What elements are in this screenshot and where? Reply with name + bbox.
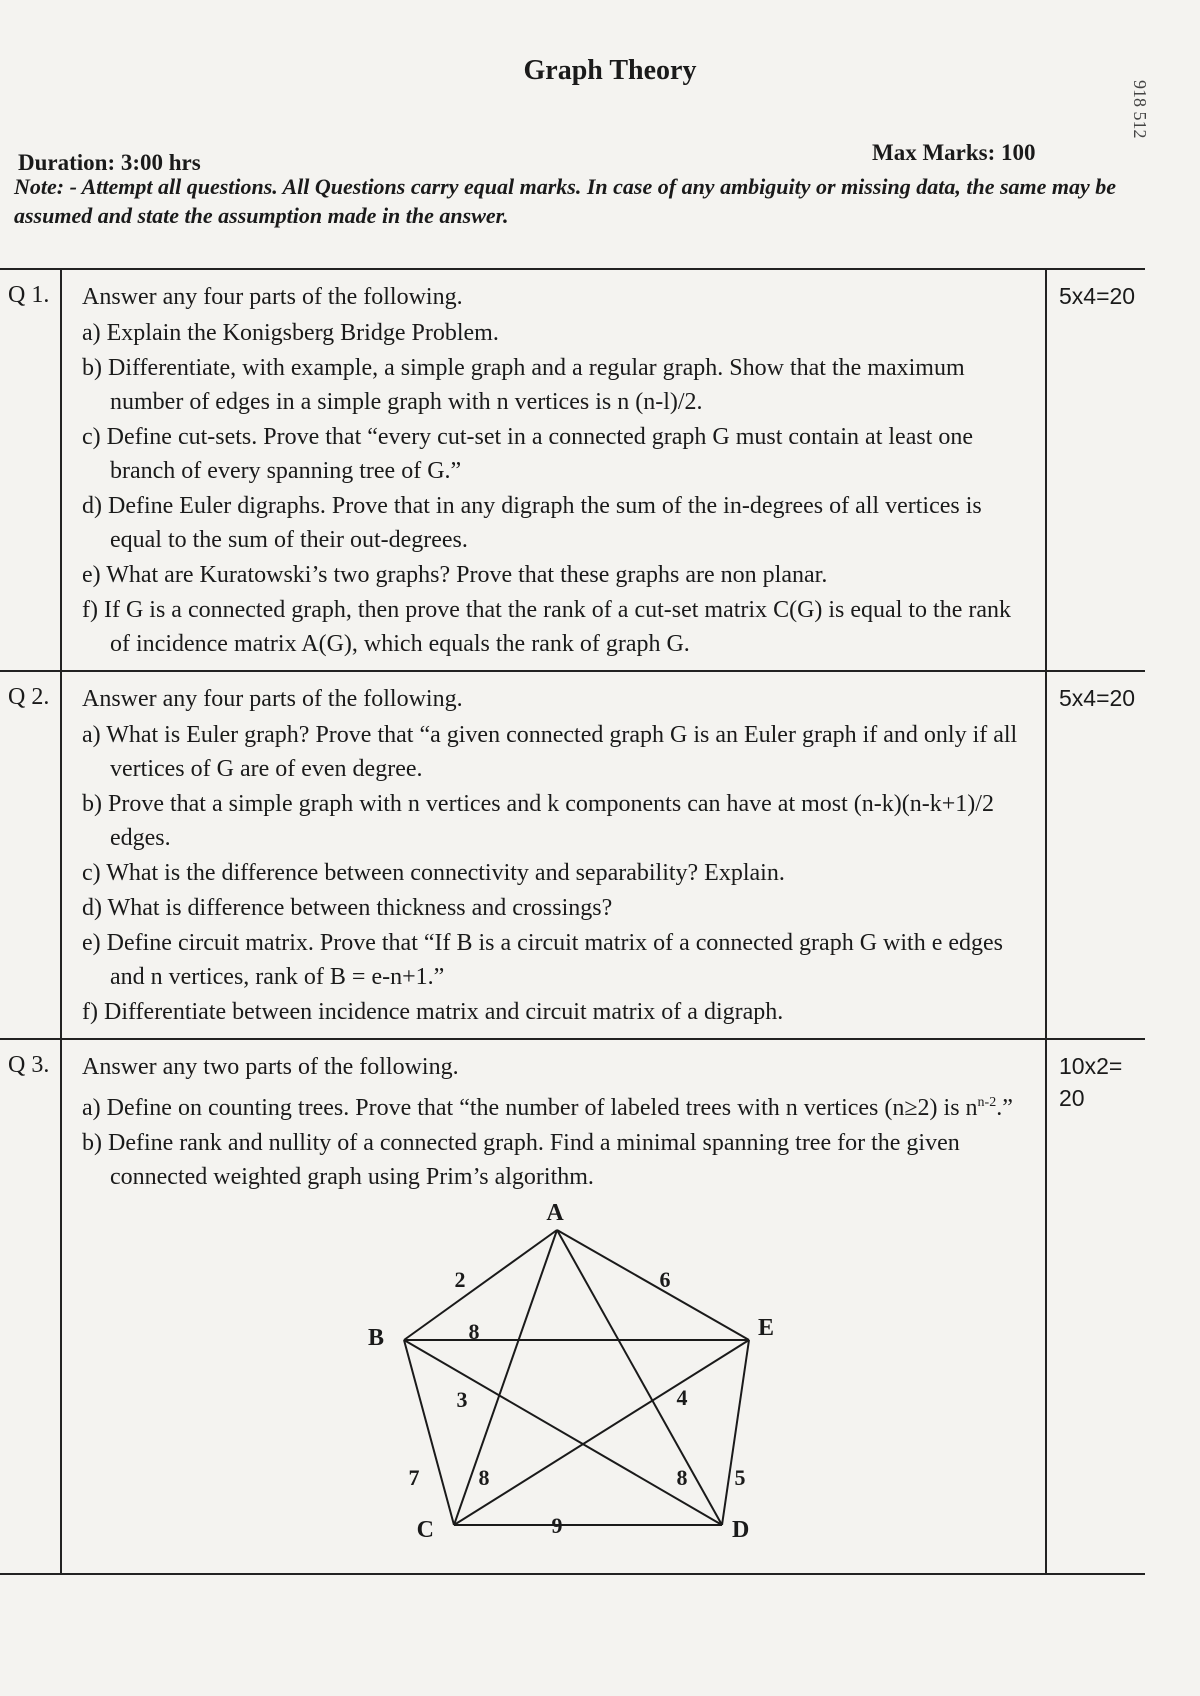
part-a-text: a) Define on counting trees. Prove that “the number of labeled trees with n vertices (n≥2) is n	[82, 1095, 978, 1121]
max-marks: Max Marks: 100	[872, 140, 1036, 165]
margin-scribble: 918 512	[1130, 80, 1150, 139]
question-number: Q 3.	[0, 1040, 62, 1573]
graph-edge-A-D	[557, 1230, 722, 1525]
question-part: b) Differentiate, with example, a simple graph and a regular graph. Show that the maximum number of edges in a simple graph with n vertices is n (n-l)/2.	[82, 355, 965, 415]
question-row-3	[0, 1040, 1145, 1575]
question-number: Q 1.	[0, 270, 62, 670]
part-a-end: .”	[996, 1095, 1013, 1121]
edge-weight-label: 7	[408, 1465, 420, 1490]
question-intro: Answer any four parts of the following.	[82, 284, 463, 310]
graph-edge-E-D	[722, 1340, 749, 1525]
question-part: d) Define Euler digraphs. Prove that in any digraph the sum of the in-degrees of all vertices is equal to the sum of their out-degrees.	[82, 493, 982, 553]
graph-edge-A-B	[404, 1230, 557, 1340]
marks-line-1: 10x2=	[1059, 1053, 1123, 1079]
question-part: d) What is difference between thickness and crossings?	[82, 895, 613, 921]
question-row-2	[0, 672, 1145, 1040]
instructions-note: Note: - Attempt all questions. All Questions carry equal marks. In case of any ambiguity or missing data, the same may be assumed and state the assumption made in the answer.	[14, 174, 1117, 228]
edge-weight-label: 4	[676, 1385, 688, 1410]
question-marks: 5x4=20	[1045, 270, 1145, 670]
weighted-graph-diagram	[82, 1195, 1031, 1565]
question-content	[62, 1040, 1045, 1573]
graph-edge-E-C	[454, 1340, 749, 1525]
question-content	[62, 270, 1045, 670]
edge-weight-label: 2	[454, 1267, 466, 1292]
question-intro: Answer any two parts of the following.	[82, 1054, 459, 1080]
question-marks: 5x4=20	[1045, 672, 1145, 1038]
question-part: b) Define rank and nullity of a connected graph. Find a minimal spanning tree for the given connected weighted graph using Prim’s algorithm.	[82, 1130, 960, 1190]
question-number: Q 2.	[0, 672, 62, 1038]
page-title: Graph Theory	[523, 55, 697, 86]
question-part: f) Differentiate between incidence matrix and circuit matrix of a digraph.	[82, 999, 784, 1025]
question-part: c) What is the difference between connectivity and separability? Explain.	[82, 860, 785, 886]
edge-weight-label: 8	[478, 1465, 490, 1490]
vertex-label-C: C	[416, 1517, 434, 1543]
question-part: e) Define circuit matrix. Prove that “If B is a circuit matrix of a connected graph G with e edges and n vertices, rank of B = e-n+1.”	[82, 930, 1003, 990]
question-part: a) What is Euler graph? Prove that “a given connected graph G is an Euler graph if and only if all vertices of G are of even degree.	[82, 722, 1018, 782]
graph-edge-B-C	[404, 1340, 454, 1525]
vertex-label-A: A	[546, 1200, 564, 1226]
edge-weight-label: 3	[456, 1387, 468, 1412]
edge-weight-label: 9	[551, 1513, 563, 1538]
vertex-label-D: D	[732, 1517, 750, 1543]
question-part: f) If G is a connected graph, then prove that the rank of a cut-set matrix C(G) is equal to the rank of incidence matrix A(G), which equals the rank of graph G.	[82, 597, 1012, 657]
question-part	[82, 1086, 1031, 1125]
question-part: a) Explain the Konigsberg Bridge Problem.	[82, 320, 499, 346]
vertex-label-B: B	[367, 1325, 384, 1351]
question-row-1	[0, 270, 1145, 672]
edge-weight-label: 8	[676, 1465, 688, 1490]
question-content	[62, 672, 1045, 1038]
edge-weight-label: 5	[734, 1465, 746, 1490]
graph-edge-B-D	[404, 1340, 722, 1525]
questions-table	[0, 268, 1145, 1575]
vertex-label-E: E	[758, 1315, 775, 1341]
marks-line-2: 20	[1059, 1085, 1085, 1111]
question-part: b) Prove that a simple graph with n vertices and k components can have at most (n-k)(n-k+1)/2 edges.	[82, 791, 994, 851]
part-a-exponent: n-2	[977, 1095, 997, 1110]
question-part: e) What are Kuratowski’s two graphs? Prove that these graphs are non planar.	[82, 562, 828, 588]
edge-weight-label: 8	[468, 1319, 480, 1344]
question-part: c) Define cut-sets. Prove that “every cut-set in a connected graph G must contain at least one branch of every spanning tree of G.”	[82, 424, 973, 484]
question-marks	[1045, 1040, 1145, 1573]
graph-edge-A-E	[557, 1230, 749, 1340]
question-intro: Answer any four parts of the following.	[82, 686, 463, 712]
weighted-graph-svg	[82, 1195, 982, 1565]
edge-weight-label: 6	[659, 1267, 671, 1292]
duration: Duration: 3:00 hrs	[18, 150, 201, 175]
